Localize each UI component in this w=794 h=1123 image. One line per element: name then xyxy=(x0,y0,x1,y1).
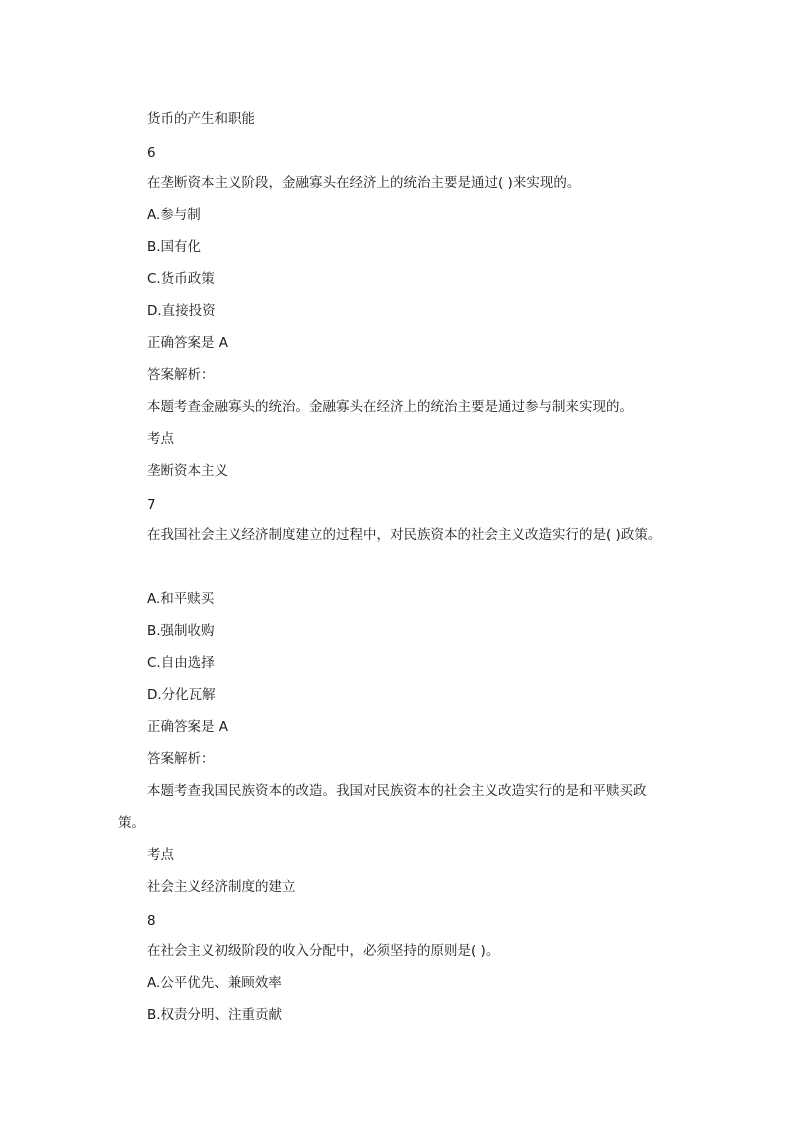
option-c: C.货币政策 xyxy=(147,271,215,287)
option-a: A.参与制 xyxy=(147,207,201,223)
topic-label: 考点 xyxy=(147,431,174,447)
topic-text: 社会主义经济制度的建立 xyxy=(147,879,296,895)
option-b: B.强制收购 xyxy=(147,623,215,639)
topic-text: 垄断资本主义 xyxy=(147,463,228,479)
analysis-text: 本题考查我国民族资本的改造。我国对民族资本的社会主义改造实行的是和平赎买政 xyxy=(147,783,647,799)
question-number: 6 xyxy=(147,145,156,161)
option-c: C.自由选择 xyxy=(147,655,215,671)
option-a: A.公平优先、兼顾效率 xyxy=(147,975,282,991)
question-number: 7 xyxy=(147,497,156,513)
analysis-text: 本题考查金融寡头的统治。金融寡头在经济上的统治主要是通过参与制来实现的。 xyxy=(147,399,633,415)
option-d: D.直接投资 xyxy=(147,303,216,319)
question-text: 在垄断资本主义阶段，金融寡头在经济上的统治主要是通过( )来实现的。 xyxy=(147,175,581,191)
option-b: B.权责分明、注重贡献 xyxy=(147,1007,283,1023)
option-a: A.和平赎买 xyxy=(147,591,215,607)
question-text: 在我国社会主义经济制度建立的过程中，对民族资本的社会主义改造实行的是( )政策。 xyxy=(147,527,662,543)
analysis-label: 答案解析： xyxy=(147,751,215,767)
correct-answer: 正确答案是 A xyxy=(147,719,229,735)
analysis-label: 答案解析： xyxy=(147,367,215,383)
option-b: B.国有化 xyxy=(147,239,202,255)
topic-label: 考点 xyxy=(147,847,174,863)
analysis-text-continued: 策。 xyxy=(118,815,145,831)
question-text: 在社会主义初级阶段的收入分配中，必须坚持的原则是( )。 xyxy=(147,943,500,959)
topic-text: 货币的产生和职能 xyxy=(147,111,255,127)
option-d: D.分化瓦解 xyxy=(147,687,216,703)
question-number: 8 xyxy=(147,913,156,929)
correct-answer: 正确答案是 A xyxy=(147,335,229,351)
